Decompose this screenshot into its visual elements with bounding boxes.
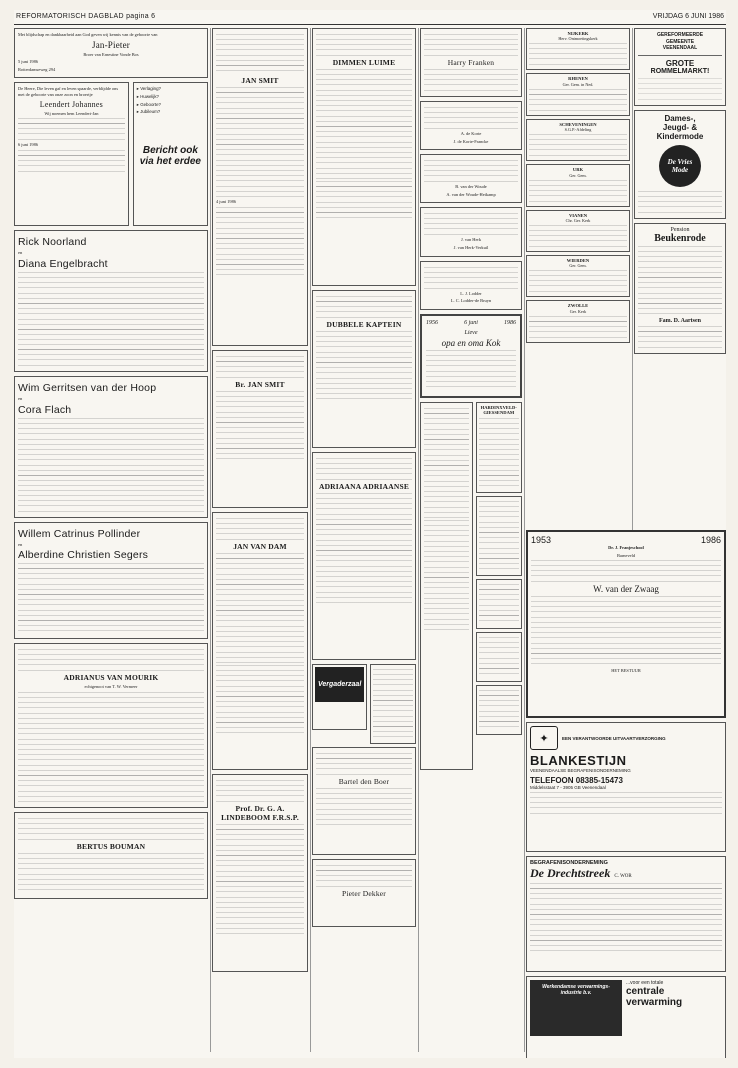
ad-question: Verlaging? [140,86,161,92]
church-town: WIERDEN [566,258,590,264]
text-block [529,270,627,292]
church-zwolle [526,300,630,342]
text-block [18,853,204,893]
text-block [216,518,304,540]
church-wierden [526,255,630,297]
notice-sub: Wij noemen hem Leendert-Jan [44,110,99,116]
notice-woude [420,154,522,203]
notice-name: J. van Herk [460,237,482,243]
text-block [479,501,519,571]
notice-and: en [18,395,23,401]
notice-name: Alberdine Christien Segers [18,549,149,562]
text-block [316,296,412,318]
text-block [216,553,304,663]
jubilee-title: opa en oma Kok [441,337,501,348]
text-block [316,458,412,480]
text-block [529,89,627,111]
church-name: Ger. Gem. [569,263,587,269]
text-block [424,520,469,630]
ad-headline: Dames-, [664,113,696,123]
notice-dubbele-kaptein [312,290,416,448]
notice-name: DIMMEN LUIME [332,58,396,67]
ad-line: GEMEENTE [665,38,695,45]
church-name: Chr. Ger. Kerk [565,218,591,224]
notice-name: Jan-Pieter [92,39,130,50]
text-block [316,34,412,56]
notice-date: 6 juni 1986 [18,142,39,148]
notice-jan-smit [212,28,308,346]
text-block [18,344,204,366]
text-block [638,191,722,213]
text-block [316,753,412,775]
notice-date: 4 juni 1986 [216,199,237,204]
notice-harry [420,28,522,97]
column-divider [524,28,525,1052]
text-block [316,788,412,828]
text-block [424,267,518,289]
church-town: VIANEN [568,212,588,218]
ad-brand: De Drechtstreek [530,866,611,880]
text-block [424,34,518,56]
notice-and: en [18,250,23,256]
ad-blankestijn [526,722,726,852]
text-block [479,418,519,488]
ad-pension [634,223,726,354]
notice-willem-alberdine [14,522,208,640]
page-header [14,10,726,25]
notice-and: en [18,541,23,547]
notice-name: J. de Korte-Francke [453,138,489,144]
notice-date: 5 juni 1986 [18,59,39,65]
text-block [638,326,722,348]
blankestijn-logo-icon: ✦ [530,726,558,750]
notice-adriaana [312,452,416,660]
notice-name: ADRIAANA ADRIAANSE [318,482,410,491]
ad-gemeente [634,28,726,106]
ad-headline: Kindermode [656,131,704,141]
notice-pieter-dekker [312,859,416,927]
ad-headline: ROMMELMARKT! [650,67,710,75]
text-block [424,69,518,91]
school-name: Dr. J. Franjeschool [608,545,644,550]
notice-intro: Met blijdschap en dankbaarheid aan God geven wij kennis van de geboorte van [18,32,158,37]
notice-name: Bartel den Boer [338,777,390,786]
notice-name: Rick Noorland [18,236,87,249]
church-name: S.G.P.-Afdeling [564,127,592,133]
ad-phone: TELEFOON 08385-15473 [530,776,623,785]
ad-brand: BLANKESTIJN [530,753,627,768]
ad-address: Middelsstaat 7 - 3905 GB Veenendaal [530,785,606,790]
text-block [18,118,125,140]
text-block [18,490,204,512]
notice-prof-lindeboom [212,774,308,972]
text-block [426,350,516,390]
ad-sub: C. WOR [614,874,632,879]
notice-name: ADRIANUS VAN MOURIK [63,673,159,683]
text-block [216,356,304,378]
notice-name: A. de Korte [460,131,482,136]
ad-logo-text: Werkendamse verwarmings- industrie b.v. [530,980,622,1036]
notice-bartel [312,747,416,855]
year-start: 1953 [531,535,552,545]
text-block [316,865,412,887]
text-block [529,225,627,247]
text-block [531,560,721,582]
text-block [216,391,304,461]
notice-name: Diana Engelbracht [18,257,108,270]
text-block [316,69,412,179]
notice-wim-cora [14,376,208,518]
notice-name: JAN SMIT [241,76,279,85]
ad-headline: Beukenrode [654,232,706,244]
text-block [638,78,722,100]
header-left: REFORMATORISCH DAGBLAD pagina 6 [16,13,156,20]
notice-name: L. C. Lodder-de Bruyn [450,298,492,304]
notice-herk [420,207,522,256]
text-block [216,780,304,802]
notice-br-jan-smit [212,350,308,508]
ad-sub: VEENENDAALSE BEGRAFENISONDERNEMING [530,768,631,773]
notice-jan-pieter [14,28,208,78]
notice-name: Harry Franken [447,58,495,67]
church-service [476,496,522,576]
text-block [638,246,722,316]
church-vianen [526,210,630,252]
church-name: Herv. Ontmoetingskerk [558,36,598,42]
ad-slogan: Bericht ook via het erdee [139,144,201,167]
text-block [530,883,722,953]
notice-jubilee-kok [420,314,522,398]
notice-name: Prof. Dr. G. A. LINDEBOOM F.R.S.P. [221,804,299,822]
notice-name: DUBBELE KAPTEIN [326,320,402,329]
notice-name: Wim Gerritsen van der Hoop [18,381,157,394]
notice-name: BERTUS BOUMAN [76,841,146,851]
text-block [424,213,518,235]
ad-line: GEREFORMEERDE [656,32,704,38]
text-block [529,134,627,156]
jubilee-year-end: 1986 [504,319,516,326]
year-end: 1986 [700,535,721,545]
jubilee-year-start: 1956 [426,319,438,326]
notice-name: Willem Catrinus Pollinder [18,527,141,540]
text-block [316,181,412,221]
church-service [476,579,522,629]
column-2 [212,28,308,1054]
lower-right-area [526,530,726,1058]
church-town: SCHEVENINGEN [559,121,597,127]
ad-bericht: ▸ Verlaging? ▸ Huwelijk? ▸ Geboorte? ▸ Jubileum? Bericht ook via het erdee [133,82,208,226]
church-name: Ger. Kerk [569,308,587,314]
notice-rick-diana [14,230,208,372]
text-block [529,316,627,338]
text-block [316,493,412,603]
text-block [479,584,519,624]
text-block [216,34,304,74]
church-name: Ger. Gem. [569,172,587,178]
column-1 [14,28,208,1054]
ad-question: Geboorte? [140,101,161,107]
church-scheveningen [526,119,630,161]
church-service [476,402,522,493]
ad-line: ...voor een totale [626,980,664,986]
newspaper-page [14,10,726,1058]
notice-dimmen-luime [312,28,416,286]
ad-headline: verwarming [626,997,683,1008]
notice-address: Rotterdamseweg 294 [18,66,56,72]
church-name: Ger. Gem. in Ned. [562,81,594,87]
ad-vergaderzaal [312,664,367,730]
church-rhenen [526,73,630,115]
text-block [18,272,204,342]
church-town: HARDINXVELD-GIESSENDAM [480,404,517,416]
ad-line: Pension [670,226,690,233]
text-block [424,408,469,518]
ad-question: Huwelijk? [140,93,159,99]
notice-name: B. van der Woude [455,184,487,190]
jubilee-date: 6 juni [464,319,478,326]
column-3 [312,28,416,1054]
text-block [18,418,204,488]
notice-intro: De Heere, Die leven gaf en leven spaarde, verblijdde ons met de geboorte van onze zoon en broertje [18,86,119,97]
notice-pajan [420,402,473,770]
ad-drechtstreek [526,856,726,972]
notice-name: Leendert Johannes [39,99,103,109]
ad-headline: Jeugd- & [662,122,698,132]
notice-lodder [420,261,522,310]
notice-korte [420,101,522,150]
text-block [373,669,413,739]
church-agenda [476,402,522,774]
column-divider [310,28,311,1052]
church-urk [526,164,630,206]
notice-name: JAN VAN DAM [233,542,287,551]
church-town: NIJKERK [567,31,589,36]
church-town: RHENEN [568,76,588,82]
ad-dames-mode [634,110,726,219]
text-block [18,649,204,671]
text-block [530,792,722,814]
text-block [479,637,519,677]
ad-headline: GROTE [665,58,695,68]
column-divider [210,28,211,1052]
ad-question: Jubileum? [140,109,161,115]
text-block [216,665,304,735]
church-service [476,685,522,735]
notice-signature: HET BESTUUR [611,668,641,674]
church-nijkerk [526,28,630,70]
text-block [531,596,721,666]
church-town: URK [572,167,584,173]
notice-name: Br. JAN SMIT [235,380,285,389]
text-block [216,87,304,197]
notice-name: Cora Flach [18,403,72,416]
notice-bertus [14,812,208,899]
notice-leendert [14,82,129,226]
text-block [18,818,204,840]
church-town: ZWOLLE [567,303,589,309]
ad-tagline: EEN VERANTWOORDE UITVAARTVERZORGING [562,735,666,741]
column-divider [418,28,419,1052]
text-block [424,107,518,129]
ad-logo-text: Vergaderzaal [315,667,364,702]
text-block [316,331,412,401]
notice-jan-van-dam [212,512,308,770]
notice-sub: echtgenoot van T. W. Vermeer [84,684,138,690]
church-service [370,664,416,744]
text-block [479,690,519,730]
text-block [18,692,204,802]
text-block [216,207,304,277]
text-block [529,180,627,202]
notice-name: A. van der Woude-Heikamp [446,191,496,197]
text-block [18,563,204,633]
notice-sub: Broer van Ernestine Vonde Bos [83,51,139,57]
notice-franjeschool [526,530,726,718]
ad-line: VEENENDAAL [662,45,698,51]
notice-adrianus [14,643,208,808]
jubilee-lieve: Lieve [464,329,478,336]
column-4 [420,28,522,1054]
text-block [529,43,627,65]
header-right: VRIJDAG 6 JUNI 1986 [652,13,724,20]
ad-centrale-verwarming [526,976,726,1058]
notice-name: Pieter Dekker [341,889,387,898]
de-vries-logo: De Vries Mode [659,145,701,187]
ad-headline: centrale [626,986,665,997]
notice-name: J. van Herk-Verkuil [453,244,489,250]
school-town: Barneveld [616,552,636,558]
text-block [216,824,304,934]
text-block [424,160,518,182]
notice-name: L. J. Lodder [460,290,482,296]
church-service [476,632,522,682]
text-block [18,150,125,172]
ad-headline: BEGRAFENISONDERNEMING [530,860,608,866]
ad-address: Fam. D. Aartsen [659,317,701,324]
notice-name: W. van der Zwaag [593,584,659,595]
